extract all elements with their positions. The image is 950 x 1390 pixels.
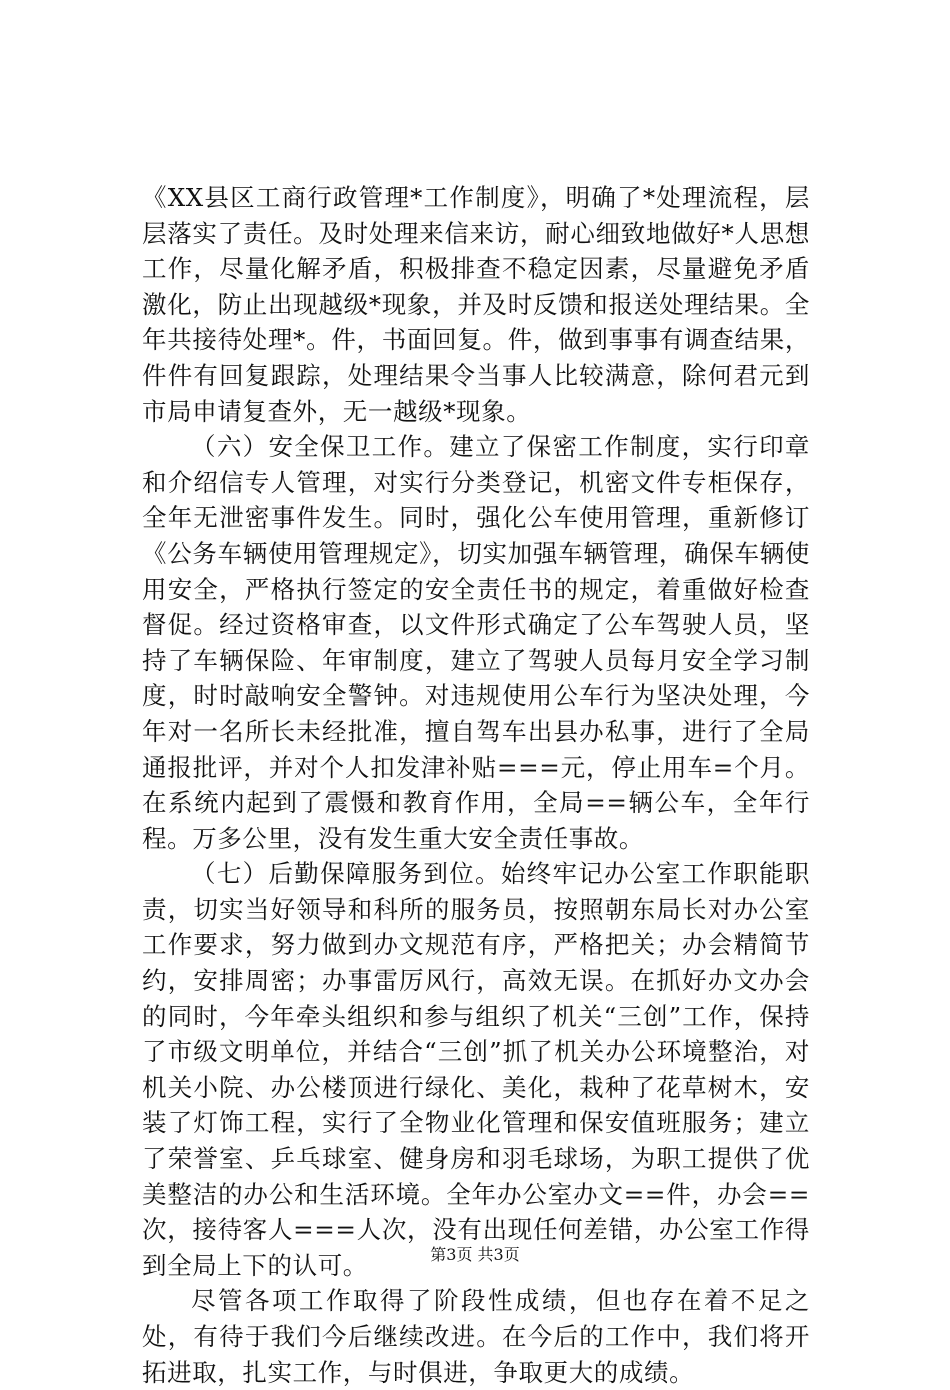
document-body [142,180,810,1390]
paragraph-logistics: （七）后勤保障服务到位。始终牢记办公室工作职能职责，切实当好领导和科所的服务员，按照朝东局长对办公室工作要求，努力做到办文规范有序，严格把关；办会精简节约，安排周密；办事雷厉风行，高效无误。在抓好办文办会的同时，今年牵头组织和参与组织了机关“三创”工作，保持了市级文明单位，并结合“三创”抓了机关办公环境整治，对机关小院、办公楼顶进行绿化、美化，栽种了花草树木，安装了灯饰工程，实行了全物业化管理和保安值班服务；建立了荣誉室、乒乓球室、健身房和羽毛球场，为职工提供了优美整洁的办公和生活环境。全年办公室办文==件，办会==次，接待客人===人次，没有出现任何差错，办公室工作得到全局上下的认可。 [142,859,810,1280]
page-number: 第3页 共3页 [430,1245,520,1264]
paragraph-security: （六）安全保卫工作。建立了保密工作制度，实行印章和介绍信专人管理，对实行分类登记，机密文件专柜保存，全年无泄密事件发生。同时，强化公车使用管理，重新修订《公务车辆使用管理规定》，切实加强车辆管理，确保车辆使用安全，严格执行签定的安全责任书的规定，着重做好检查督促。经过资格审查，以文件形式确定了公车驾驶人员，坚持了车辆保险、年审制度，建立了驾驶人员每月安全学习制度，时时敲响安全警钟。对违规使用公车行为坚决处理，今年对一名所长未经批准，擅自驾车出县办私事，进行了全局通报批评，并对个人扣发津补贴===元，停止用车=个月。在系统内起到了震慑和教育作用，全局==辆公车，全年行程。万多公里，没有发生重大安全责任事故。 [142,432,810,853]
paragraph-complaints: 《XX县区工商行政管理*工作制度》，明确了*处理流程，层层落实了责任。及时处理来信来访，耐心细致地做好*人思想工作，尽量化解矛盾，积极排查不稳定因素，尽量避免矛盾激化，防止出现越级*现象，并及时反馈和报送处理结果。全年共接待处理*。件，书面回复。件，做到事事有调查结果，件件有回复跟踪，处理结果令当事人比较满意，除何君元到市局申请复查外，无一越级*现象。 [142,183,810,426]
paragraph-conclusion: 尽管各项工作取得了阶段性成绩，但也存在着不足之处，有待于我们今后继续改进。在今后的工作中，我们将开拓进取，扎实工作，与时俱进，争取更大的成绩。 [142,1286,810,1387]
